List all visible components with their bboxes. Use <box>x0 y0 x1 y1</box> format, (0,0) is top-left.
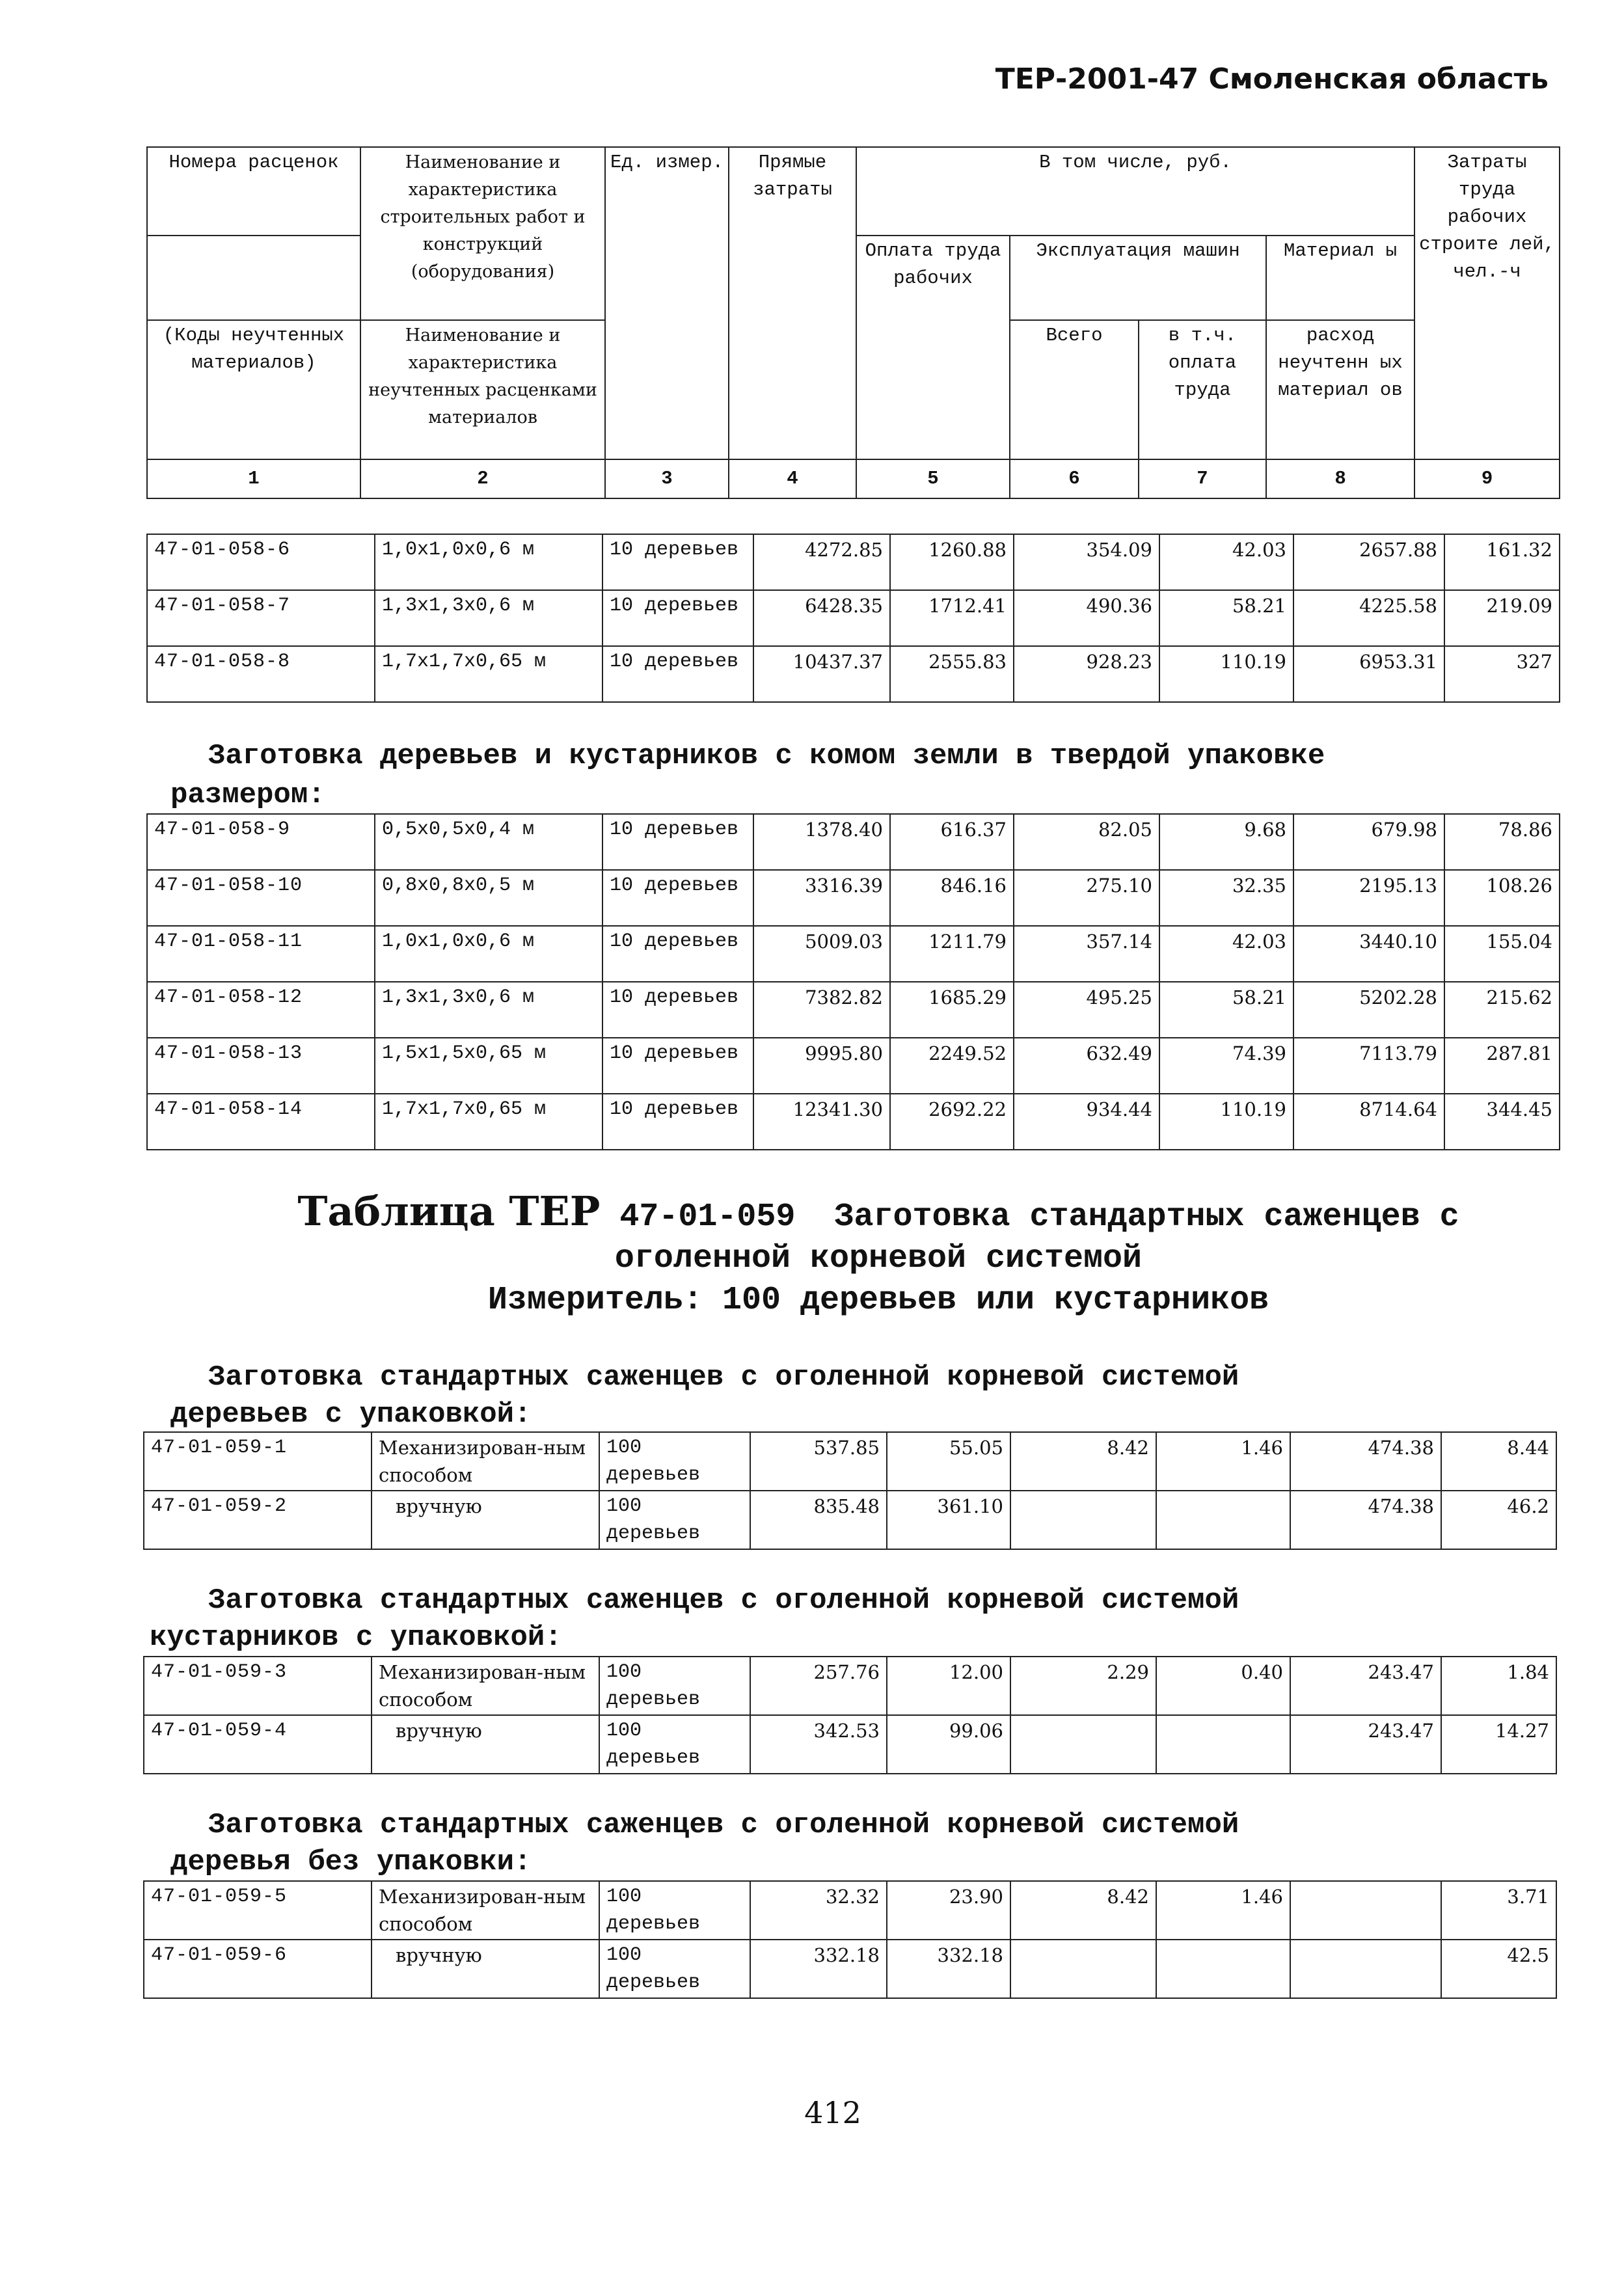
table-row <box>147 534 1560 590</box>
rate-code-cell: 47-01-059-6 <box>144 1940 372 1998</box>
rates-table-b <box>146 813 1560 1150</box>
labor-hours-cell: 1.84 <box>1441 1657 1556 1715</box>
machines-total-cell: 632.49 <box>1014 1038 1159 1094</box>
direct-costs-cell: 6428.35 <box>753 590 890 646</box>
col-header-machines-labor: в т.ч. оплата труда <box>1139 320 1266 459</box>
table-title <box>228 1187 1529 1321</box>
unit-cell: 100 деревьев <box>599 1940 750 1998</box>
materials-cell: 243.47 <box>1290 1715 1441 1774</box>
machines-labor-cell <box>1156 1940 1290 1998</box>
machines-total-cell <box>1010 1715 1156 1774</box>
labor-pay-cell: 1211.79 <box>890 926 1014 982</box>
materials-cell: 679.98 <box>1293 814 1444 870</box>
unit-cell: 10 деревьев <box>602 870 753 926</box>
labor-hours-cell: 327 <box>1444 646 1560 702</box>
materials-cell: 8714.64 <box>1293 1094 1444 1150</box>
machines-total-cell: 2.29 <box>1010 1657 1156 1715</box>
section-title-b: Заготовка деревьев и кустарников с комом земли в твердой упаковке <box>208 740 1325 772</box>
direct-costs-cell: 835.48 <box>750 1491 887 1549</box>
col-num: 5 <box>856 459 1010 498</box>
unit-cell: 100 деревьев <box>599 1432 750 1491</box>
unit-cell: 10 деревьев <box>602 534 753 590</box>
labor-hours-cell: 219.09 <box>1444 590 1560 646</box>
col-header-group: В том числе, руб. <box>856 147 1414 236</box>
table-title-line1: Заготовка стандартных саженцев с <box>834 1199 1459 1236</box>
col-num: 2 <box>360 459 605 498</box>
rate-code-cell: 47-01-058-7 <box>147 590 375 646</box>
unit-cell: 10 деревьев <box>602 1038 753 1094</box>
labor-hours-cell: 287.81 <box>1444 1038 1560 1094</box>
col-num: 1 <box>147 459 360 498</box>
direct-costs-cell: 257.76 <box>750 1657 887 1715</box>
labor-pay-cell: 846.16 <box>890 870 1014 926</box>
table-row <box>147 926 1560 982</box>
materials-cell: 243.47 <box>1290 1657 1441 1715</box>
direct-costs-cell: 9995.80 <box>753 1038 890 1094</box>
col-header-hours: Затраты труда рабочих строите лей, чел.-ч <box>1414 147 1560 459</box>
rate-code-cell: 47-01-059-4 <box>144 1715 372 1774</box>
table-row <box>144 1491 1556 1549</box>
materials-cell: 2657.88 <box>1293 534 1444 590</box>
materials-cell: 4225.58 <box>1293 590 1444 646</box>
col-num: 8 <box>1266 459 1414 498</box>
table-row <box>144 1881 1556 1940</box>
machines-total-cell <box>1010 1491 1156 1549</box>
materials-cell <box>1290 1881 1441 1940</box>
labor-hours-cell: 161.32 <box>1444 534 1560 590</box>
section-title-e-cont: деревья без упаковки: <box>170 1846 532 1878</box>
table-row <box>147 646 1560 702</box>
machines-labor-cell <box>1156 1491 1290 1549</box>
col-num: 9 <box>1414 459 1560 498</box>
machines-labor-cell: 74.39 <box>1159 1038 1293 1094</box>
machines-total-cell: 275.10 <box>1014 870 1159 926</box>
unit-cell: 100 деревьев <box>599 1657 750 1715</box>
work-name-cell: 0,5x0,5x0,4 м <box>375 814 602 870</box>
labor-pay-cell: 1685.29 <box>890 982 1014 1038</box>
table-row <box>144 1657 1556 1715</box>
col-header-work-name: Наименование и характеристика строительных работ и конструкций (оборудования) <box>360 147 605 320</box>
labor-hours-cell: 215.62 <box>1444 982 1560 1038</box>
work-name-cell: 1,3x1,3x0,6 м <box>375 982 602 1038</box>
rates-table-e <box>143 1880 1557 1999</box>
labor-pay-cell: 1260.88 <box>890 534 1014 590</box>
rate-code-cell: 47-01-058-11 <box>147 926 375 982</box>
labor-hours-cell: 8.44 <box>1441 1432 1556 1491</box>
machines-total-cell: 82.05 <box>1014 814 1159 870</box>
labor-pay-cell: 12.00 <box>887 1657 1010 1715</box>
unit-cell: 100 деревьев <box>599 1491 750 1549</box>
col-header-unit: Ед. измер. <box>605 147 729 459</box>
table-row <box>144 1432 1556 1491</box>
labor-pay-cell: 2555.83 <box>890 646 1014 702</box>
machines-labor-cell: 32.35 <box>1159 870 1293 926</box>
unit-cell: 10 деревьев <box>602 646 753 702</box>
machines-labor-cell: 1.46 <box>1156 1432 1290 1491</box>
labor-hours-cell: 108.26 <box>1444 870 1560 926</box>
machines-labor-cell: 42.03 <box>1159 534 1293 590</box>
rate-code-cell: 47-01-058-13 <box>147 1038 375 1094</box>
section-title-c: Заготовка стандартных саженцев с оголенной корневой системой <box>208 1361 1239 1394</box>
work-name-cell: 1,7x1,7x0,65 м <box>375 646 602 702</box>
machines-labor-cell: 58.21 <box>1159 982 1293 1038</box>
machines-labor-cell: 58.21 <box>1159 590 1293 646</box>
labor-pay-cell: 99.06 <box>887 1715 1010 1774</box>
col-header-unaccounted-codes: (Коды неучтенных материалов) <box>147 320 360 459</box>
direct-costs-cell: 332.18 <box>750 1940 887 1998</box>
machines-total-cell: 8.42 <box>1010 1432 1156 1491</box>
rate-code-cell: 47-01-058-14 <box>147 1094 375 1150</box>
col-num: 3 <box>605 459 729 498</box>
labor-pay-cell: 2249.52 <box>890 1038 1014 1094</box>
labor-hours-cell: 3.71 <box>1441 1881 1556 1940</box>
rates-table-d <box>143 1656 1557 1774</box>
machines-labor-cell: 110.19 <box>1159 646 1293 702</box>
direct-costs-cell: 5009.03 <box>753 926 890 982</box>
labor-hours-cell: 46.2 <box>1441 1491 1556 1549</box>
work-name-cell: вручную <box>372 1491 599 1549</box>
machines-total-cell: 8.42 <box>1010 1881 1156 1940</box>
section-title-b-cont: размером: <box>170 779 325 811</box>
section-title-c-cont: деревьев с упаковкой: <box>170 1398 532 1431</box>
section-title-e: Заготовка стандартных саженцев с оголенной корневой системой <box>208 1809 1239 1841</box>
table-row <box>147 590 1560 646</box>
work-name-cell: 1,7x1,7x0,65 м <box>375 1094 602 1150</box>
col-num: 6 <box>1010 459 1139 498</box>
work-name-cell: 1,0x1,0x0,6 м <box>375 534 602 590</box>
rates-table-a <box>146 534 1560 703</box>
direct-costs-cell: 1378.40 <box>753 814 890 870</box>
materials-cell: 474.38 <box>1290 1432 1441 1491</box>
direct-costs-cell: 32.32 <box>750 1881 887 1940</box>
unit-cell: 10 деревьев <box>602 590 753 646</box>
machines-total-cell: 934.44 <box>1014 1094 1159 1150</box>
rate-code-cell: 47-01-058-6 <box>147 534 375 590</box>
labor-pay-cell: 23.90 <box>887 1881 1010 1940</box>
col-header-machines-total: Всего <box>1010 320 1139 459</box>
direct-costs-cell: 537.85 <box>750 1432 887 1491</box>
labor-pay-cell: 361.10 <box>887 1491 1010 1549</box>
rate-code-cell: 47-01-058-9 <box>147 814 375 870</box>
work-name-cell: вручную <box>372 1940 599 1998</box>
machines-labor-cell: 42.03 <box>1159 926 1293 982</box>
machines-total-cell: 928.23 <box>1014 646 1159 702</box>
work-name-cell: Механизирован-ным способом <box>372 1432 599 1491</box>
labor-hours-cell: 78.86 <box>1444 814 1560 870</box>
rate-code-cell: 47-01-059-3 <box>144 1657 372 1715</box>
machines-labor-cell: 110.19 <box>1159 1094 1293 1150</box>
labor-pay-cell: 332.18 <box>887 1940 1010 1998</box>
labor-pay-cell: 2692.22 <box>890 1094 1014 1150</box>
rate-code-cell: 47-01-059-5 <box>144 1881 372 1940</box>
column-header-table <box>146 146 1560 499</box>
direct-costs-cell: 3316.39 <box>753 870 890 926</box>
col-header-materials: Материал ы <box>1266 236 1414 320</box>
materials-cell: 2195.13 <box>1293 870 1444 926</box>
page-header: ТЕР-2001-47 Смоленская область <box>995 62 1549 96</box>
rate-code-cell: 47-01-058-10 <box>147 870 375 926</box>
labor-pay-cell: 1712.41 <box>890 590 1014 646</box>
machines-total-cell: 495.25 <box>1014 982 1159 1038</box>
unit-cell: 10 деревьев <box>602 982 753 1038</box>
section-title-d-cont: кустарников с упаковкой: <box>150 1621 562 1654</box>
col-num: 4 <box>729 459 856 498</box>
table-row <box>147 982 1560 1038</box>
table-row <box>147 1094 1560 1150</box>
unit-cell: 100 деревьев <box>599 1881 750 1940</box>
machines-total-cell: 357.14 <box>1014 926 1159 982</box>
direct-costs-cell: 4272.85 <box>753 534 890 590</box>
materials-cell: 6953.31 <box>1293 646 1444 702</box>
col-header-machines: Эксплуатация машин <box>1010 236 1266 320</box>
work-name-cell: 1,3x1,3x0,6 м <box>375 590 602 646</box>
labor-hours-cell: 344.45 <box>1444 1094 1560 1150</box>
work-name-cell: 0,8x0,8x0,5 м <box>375 870 602 926</box>
unit-cell: 100 деревьев <box>599 1715 750 1774</box>
machines-total-cell: 354.09 <box>1014 534 1159 590</box>
direct-costs-cell: 10437.37 <box>753 646 890 702</box>
materials-cell <box>1290 1940 1441 1998</box>
rates-table-c <box>143 1431 1557 1550</box>
work-name-cell: Механизирован-ным способом <box>372 1657 599 1715</box>
col-header-material-name: Наименование и характеристика неучтенных расценками материалов <box>360 320 605 459</box>
rate-code-cell: 47-01-059-2 <box>144 1491 372 1549</box>
labor-hours-cell: 155.04 <box>1444 926 1560 982</box>
table-row <box>147 814 1560 870</box>
table-title-code: 47-01-059 <box>619 1199 796 1236</box>
unit-cell: 10 деревьев <box>602 926 753 982</box>
table-row <box>144 1715 1556 1774</box>
col-header-codes: Номера расценок <box>147 147 360 236</box>
work-name-cell: 1,0x1,0x0,6 м <box>375 926 602 982</box>
col-num: 7 <box>1139 459 1266 498</box>
table-row <box>144 1940 1556 1998</box>
table-title-prefix: Таблица ТЕР <box>297 1187 601 1235</box>
materials-cell: 3440.10 <box>1293 926 1444 982</box>
table-title-measure: Измеритель: 100 деревьев или кустарников <box>487 1282 1269 1319</box>
table-row <box>147 870 1560 926</box>
machines-labor-cell: 9.68 <box>1159 814 1293 870</box>
machines-total-cell: 490.36 <box>1014 590 1159 646</box>
labor-hours-cell: 14.27 <box>1441 1715 1556 1774</box>
page-number: 412 <box>804 2095 861 2130</box>
table-row <box>147 1038 1560 1094</box>
labor-pay-cell: 616.37 <box>890 814 1014 870</box>
machines-labor-cell: 1.46 <box>1156 1881 1290 1940</box>
labor-pay-cell: 55.05 <box>887 1432 1010 1491</box>
machines-labor-cell: 0.40 <box>1156 1657 1290 1715</box>
unit-cell: 10 деревьев <box>602 1094 753 1150</box>
direct-costs-cell: 7382.82 <box>753 982 890 1038</box>
col-header-direct: Прямые затраты <box>729 147 856 459</box>
rate-code-cell: 47-01-058-12 <box>147 982 375 1038</box>
col-header-codes-spacer <box>147 236 360 320</box>
direct-costs-cell: 342.53 <box>750 1715 887 1774</box>
labor-hours-cell: 42.5 <box>1441 1940 1556 1998</box>
unit-cell: 10 деревьев <box>602 814 753 870</box>
materials-cell: 7113.79 <box>1293 1038 1444 1094</box>
table-title-line2: оголенной корневой системой <box>614 1240 1143 1277</box>
work-name-cell: Механизирован-ным способом <box>372 1881 599 1940</box>
rate-code-cell: 47-01-058-8 <box>147 646 375 702</box>
work-name-cell: вручную <box>372 1715 599 1774</box>
materials-cell: 474.38 <box>1290 1491 1441 1549</box>
machines-total-cell <box>1010 1940 1156 1998</box>
col-header-labor: Оплата труда рабочих <box>856 236 1010 459</box>
section-title-d: Заготовка стандартных саженцев с оголенной корневой системой <box>208 1584 1239 1617</box>
work-name-cell: 1,5x1,5x0,65 м <box>375 1038 602 1094</box>
materials-cell: 5202.28 <box>1293 982 1444 1038</box>
machines-labor-cell <box>1156 1715 1290 1774</box>
rate-code-cell: 47-01-059-1 <box>144 1432 372 1491</box>
col-header-materials-usage: расход неучтенн ых материал ов <box>1266 320 1414 459</box>
direct-costs-cell: 12341.30 <box>753 1094 890 1150</box>
